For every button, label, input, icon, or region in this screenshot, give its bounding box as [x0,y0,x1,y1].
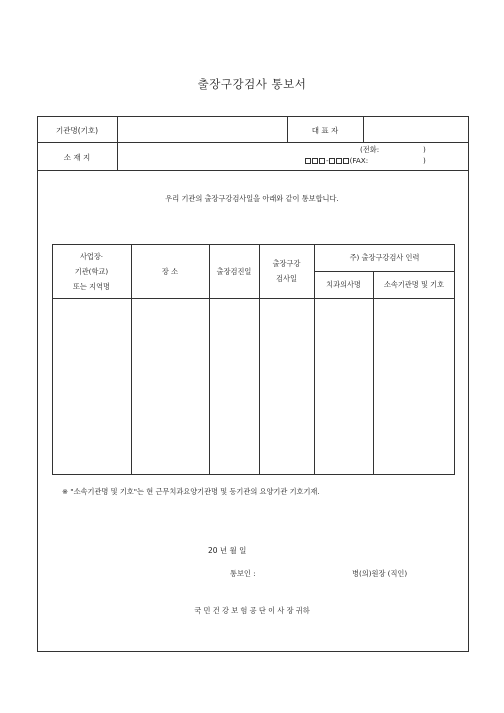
representative-label: 대 표 자 [311,126,339,135]
col-header-oral-exam-line2: 검사일 [276,274,297,283]
column-divider [363,116,364,142]
checkbox-box [319,158,325,164]
col-header-site-line2: 기관(학교) [74,267,109,276]
org-name-field[interactable] [119,118,285,140]
reporter-label: 통보인 : [230,569,256,578]
checkbox-box [329,158,335,164]
table-subheader-divider [314,271,455,272]
column-divider [117,116,118,170]
org-name-label: 기관명(기호) [55,126,99,135]
phone-label: (전화: [360,145,380,154]
fax-label: (FAX: [349,156,369,165]
intro-text: 우리 기관의 출장구강검사일을 아래와 같이 통보합니다. [165,194,339,203]
row-divider [37,170,469,171]
address-field[interactable] [119,144,299,168]
col-header-group-staff: 주) 출장구강검사 인력 [349,253,420,262]
footnote: ※ "소속기관명 및 기호"는 현 근무치과요양기관명 및 동기관의 요양기관 기호기재. [62,487,320,496]
row-divider [37,142,469,143]
col-header-exam-date: 출장검진일 [216,267,252,276]
fax-row [305,156,368,165]
col-header-affiliation: 소속기관명 및 기호 [383,280,445,289]
fax-close: ) [423,156,426,165]
addressee: 국 민 건 강 보 험 공 단 이 사 장 귀하 [194,606,310,615]
checkbox-box [305,158,311,164]
col-header-oral-exam-date [259,256,314,286]
fax-separator: - [326,156,329,165]
col-header-place: 장 소 [161,267,179,276]
checkbox-box [343,158,349,164]
col-header-site-line1: 사업장· [79,252,104,261]
representative-field[interactable] [365,118,467,140]
address-label: 소 재 지 [63,153,91,162]
table-body-entry-area[interactable] [53,299,454,474]
date-line: 20 년 월 일 [208,546,247,555]
checkbox-box [336,158,342,164]
checkbox-box [312,158,318,164]
reporter-signature: 병(의)원장 (직인) [352,569,408,578]
phone-close: ) [423,145,426,154]
document-title: 출장구강검사 통보서 [197,77,307,91]
col-header-site-line3: 또는 지역명 [72,282,110,291]
col-header-oral-exam-line1: 출장구강 [272,259,301,268]
col-header-site [52,249,131,294]
col-header-dentist: 치과의사명 [326,280,361,289]
